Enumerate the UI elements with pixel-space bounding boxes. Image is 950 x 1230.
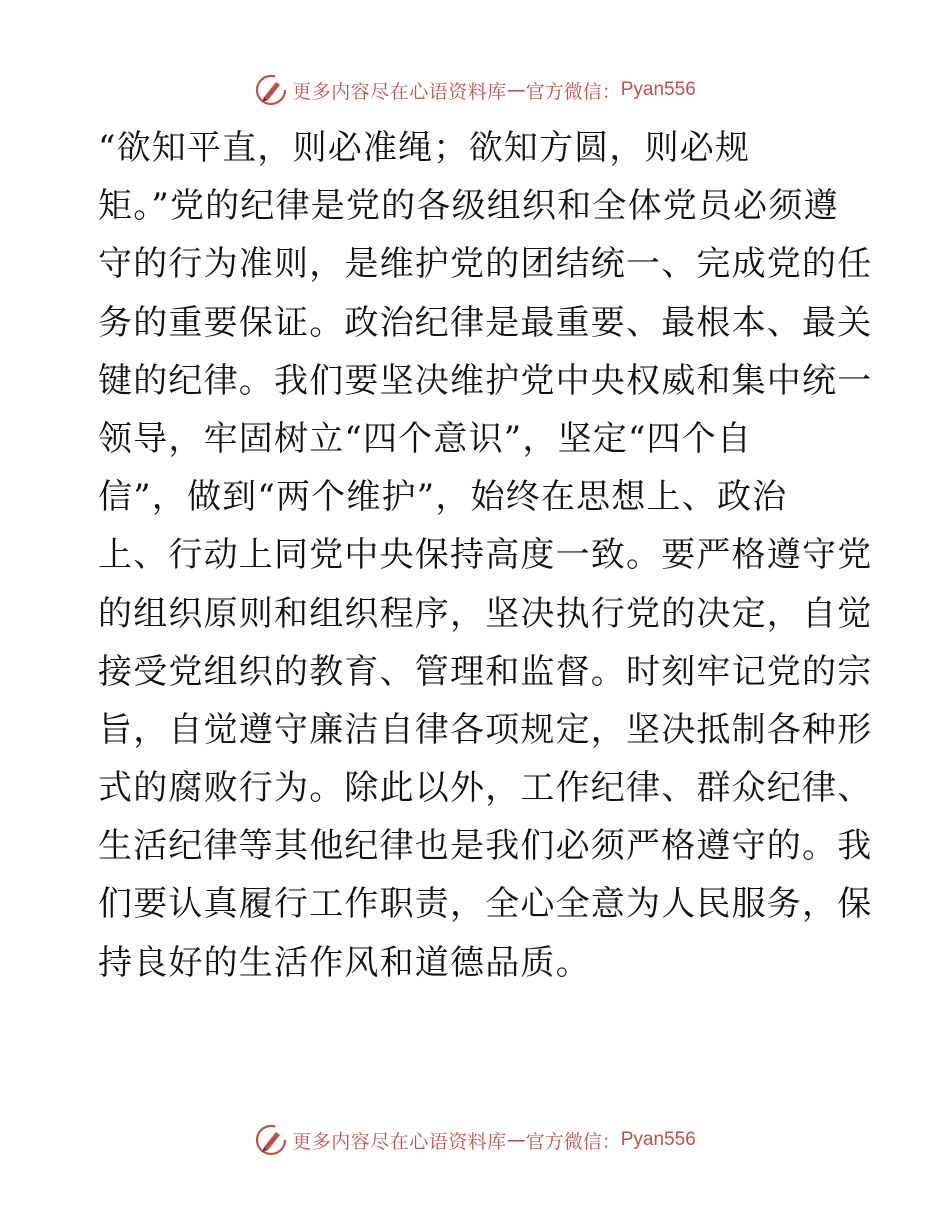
body-line: 生活纪律等其他纪律也是我们必须严格遵守的。我 bbox=[98, 826, 873, 867]
body-line: “欲知平直，则必准绳；欲知方圆，则必规 bbox=[98, 128, 751, 168]
body-line: 领导，牢固树立“四个意识”，坚定“四个自 bbox=[98, 418, 753, 459]
body-line: 的组织原则和组织程序，坚决执行党的决定，自觉 bbox=[98, 593, 873, 634]
body-line: 旨，自觉遵守廉洁自律各项规定，坚决抵制各种形 bbox=[98, 709, 873, 750]
body-line: 务的重要保证。政治纪律是最重要、最根本、最关 bbox=[98, 302, 873, 343]
wechat-id: Pyan556 bbox=[620, 79, 696, 100]
body-line: 式的腐败行为。除此以外，工作纪律、群众纪律、 bbox=[98, 768, 873, 809]
header-banner bbox=[0, 73, 950, 107]
footer-banner bbox=[0, 1123, 950, 1157]
wechat-label: 官方微信： bbox=[525, 1130, 621, 1153]
body-line: 上、行动上同党中央保持高度一致。要严格遵守党 bbox=[98, 535, 873, 576]
body-line: 持良好的生活作风和道德品质。 bbox=[98, 942, 591, 983]
wechat-label: 官方微信： bbox=[525, 80, 621, 103]
body-line: 接受党组织的教育、管理和监督。时刻牢记党的宗 bbox=[98, 651, 873, 692]
banner-text: 更多内容尽在心语资料库 bbox=[292, 80, 507, 103]
body-line: 们要认真履行工作职责，全心全意为人民服务，保 bbox=[98, 884, 873, 925]
pen-logo-icon bbox=[254, 73, 288, 107]
body-line: 守的行为准则，是维护党的团结统一、完成党的任 bbox=[98, 244, 873, 285]
body-line: 信”，做到“两个维护”，始终在思想上、政治 bbox=[98, 477, 788, 518]
document-body bbox=[98, 119, 873, 992]
banner-text: 更多内容尽在心语资料库 bbox=[292, 1130, 507, 1153]
banner-separator: — bbox=[506, 79, 526, 101]
body-line: 矩。”党的纪律是党的各级组织和全体党员必须遵 bbox=[98, 186, 839, 227]
banner-separator: — bbox=[506, 1129, 526, 1151]
wechat-id: Pyan556 bbox=[620, 1129, 696, 1150]
pen-logo-icon bbox=[254, 1123, 288, 1157]
body-line: 键的纪律。我们要坚决维护党中央权威和集中统一 bbox=[98, 360, 873, 401]
